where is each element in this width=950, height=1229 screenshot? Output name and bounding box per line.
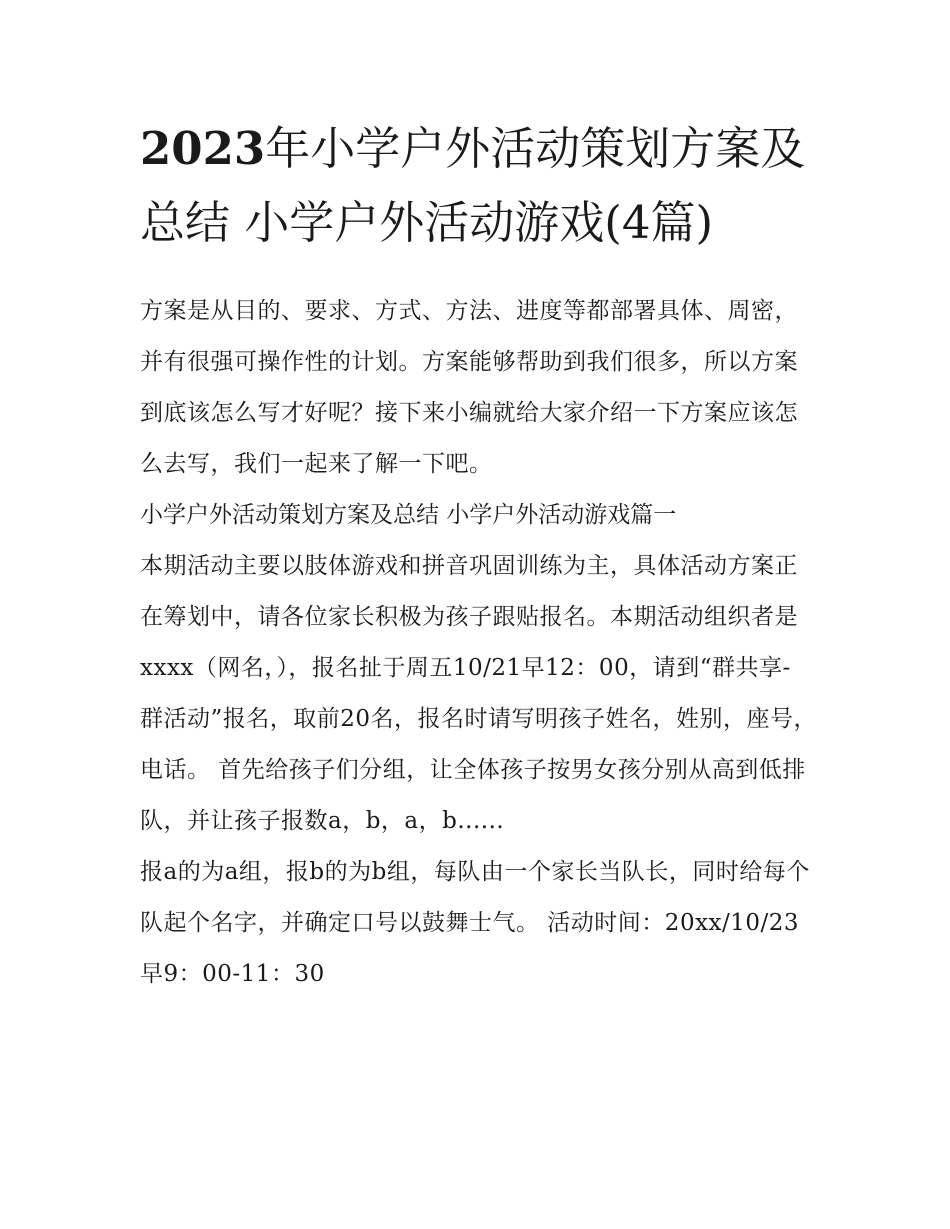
title-text: 年小学户外活动策划方案及总结 小学户外活动游戏(4篇): [140, 122, 806, 249]
body-paragraph-2: 群活动”报名，取前20名，报名时请写明孩子姓名，姓别，座号，电话。 首先给孩子们分组，让全体孩子按男女孩分别从高到低排队，并让孩子报数a，b，a，b......: [140, 706, 818, 834]
section-heading: 小学户外活动策划方案及总结 小学户外活动游戏篇一: [140, 502, 677, 528]
body-paragraph-3: 报a的为a组，报b的为b组，每队由一个家长当队长，同时给每个队起个名字，并确定口号以鼓舞士气。 活动时间：20xx/10/23早9：00-11：30: [140, 859, 810, 987]
intro-paragraph: 方案是从目的、要求、方式、方法、进度等都部署具体、周密，并有很强可操作性的计划。方案能够帮助到我们很多，所以方案到底该怎么写才好呢？接下来小编就给大家介绍一下方案应该怎么去写，我们一起来了解一下吧。: [140, 298, 798, 477]
document-page: [140, 112, 820, 1000]
title-year: 2023: [140, 122, 266, 175]
body-paragraph-1: 本期活动主要以肢体游戏和拼音巩固训练为主，具体活动方案正在筹划中，请各位家长积极为孩子跟贴报名。本期活动组织者是xxxx（网名，），报名扯于周五10/21早12：00，请到“群共享-: [140, 553, 798, 681]
document-title: [140, 112, 820, 260]
